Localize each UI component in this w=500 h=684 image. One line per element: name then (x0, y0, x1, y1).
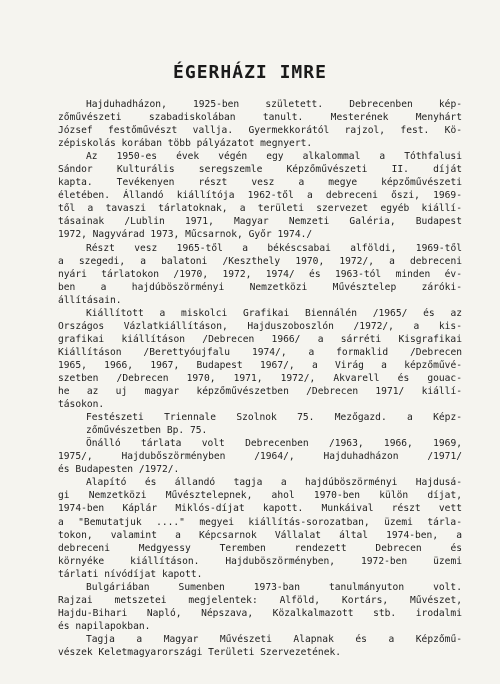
text-line: tokon, valamint a Képcsarnok Vállalat által 1974-ben, a (58, 529, 462, 541)
text-line: Alapító és állandó tagja a hajdúböszörményi Hajdusá- (86, 477, 462, 489)
text-line: életében. Állandó kiállítója 1962-től a debreceni őszi, 1969- (58, 190, 462, 202)
text-line: Kiállított a miskolci Grafikai Biennálén /1965/ és az (86, 307, 462, 319)
text-line: Az 1950-es évek végén egy alkalommal a Tóthfalusi (86, 151, 462, 163)
text-line: Önálló tárlata volt Debrecenben /1963, 1966, 1969, (86, 438, 462, 450)
text-line: tásainak /Lublin 1971, Magyar Nemzeti Galéria, Budapest (58, 216, 462, 228)
text-line: zépiskolás korában több pályázatot megnyert. (58, 138, 313, 150)
text-line: József festőművészt vallja. Gyermekkorától rajzol, fest. Kö- (58, 125, 462, 137)
text-line: zőművészetben Bp. 75. (86, 425, 208, 437)
text-line: szetben /Debrecen 1970, 1971, 1972/, Akvarell és gouac- (58, 372, 462, 384)
text-line: Rajzai metszetei megjelentek: Alföld, Kortárs, Művészet, (58, 594, 462, 606)
text-line: Festészeti Triennale Szolnok 75. Mezőgazd. a Képz- (86, 412, 462, 424)
text-line: debreceni Medgyessy Teremben rendezett Debrecen és (58, 542, 462, 554)
text-line: 1975/, Hajdubőszörményben /1964/, Hajduhadházon /1971/ (58, 451, 462, 463)
text-line: nyári tárlatokon /1970, 1972, 1974/ és 1963-tól minden év- (58, 268, 462, 280)
text-line: grafikai kiállításon /Debrecen 1966/ a sárréti Kisgrafikai (58, 333, 462, 345)
biography-text (58, 98, 462, 659)
text-line: tásokon. (58, 399, 105, 411)
text-line: Kiállításon /Berettyóujfalu 1974/, a formaklid /Debrecen (58, 346, 462, 358)
text-line: Részt vesz 1965-től a békéscsabai alföldi, 1969-től (86, 242, 462, 254)
text-line: zőművészeti szabadiskolában tanult. Mesterének Menyhárt (58, 112, 462, 124)
text-line: Sándor Kulturális seregszemle Képzőművészeti II. díját (58, 164, 462, 176)
text-line: ben a hajdúböszörményi Nemzetközi Művésztelep záróki- (58, 281, 462, 293)
text-line: környéke kiállításon. Hajduböszörményben, 1972-ben üzemi (58, 555, 462, 567)
text-line: és napilapokban. (58, 620, 151, 632)
text-line: Hajdu-Bihari Napló, Népszava, Közalkalmazott stb. irodalmi (58, 607, 462, 619)
text-line: Hajduhadházon, 1925-ben született. Debrecenben kép- (86, 99, 462, 110)
text-line: Bulgáriában Sumenben 1973-ban tanulmányuton volt. (86, 581, 462, 593)
page-title: ÉGERHÁZI IMRE (173, 62, 327, 83)
text-line: tárlati nívódíjat kapott. (58, 568, 203, 580)
text-line: he az uj magyar képzőművészetben /Debrecen 1971/ kiállí- (58, 386, 462, 398)
text-line: 1974-ben Káplár Miklós-díjat kapott. Munkáival részt vett (58, 503, 462, 515)
text-line: gi Nemzetközi Művésztelepnek, ahol 1970-ben külön díjat, (58, 490, 462, 502)
text-line: Országos Vázlatkiállításon, Hajduszoboszlón /1972/, a kis- (58, 320, 462, 332)
text-line: kapta. Tevékenyen részt vesz a megye képzőművészeti (58, 177, 462, 189)
text-line: vészek Keletmagyarországi Területi Szervezetének. (58, 646, 342, 658)
text-line: 1972, Nagyvárad 1973, Műcsarnok, Győr 1974./ (58, 229, 313, 241)
text-line: től a tavaszi tárlatoknak, a területi szervezet egyéb kiállí- (58, 203, 462, 215)
text-line: a "Bemutatjuk ...." megyei kiállítás-sorozatban, üzemi tárla- (58, 516, 462, 528)
text-line: a szegedi, a balatoni /Keszthely 1970, 1972/, a debreceni (58, 255, 462, 267)
text-line: 1965, 1966, 1967, Budapest 1967/, a Virág a képzőművé- (58, 359, 462, 371)
text-line: és Budapesten /1972/. (58, 464, 180, 476)
text-line: Tagja a Magyar Művészeti Alapnak és a Képzőmű- (86, 633, 462, 645)
text-line: állításain. (58, 294, 122, 306)
